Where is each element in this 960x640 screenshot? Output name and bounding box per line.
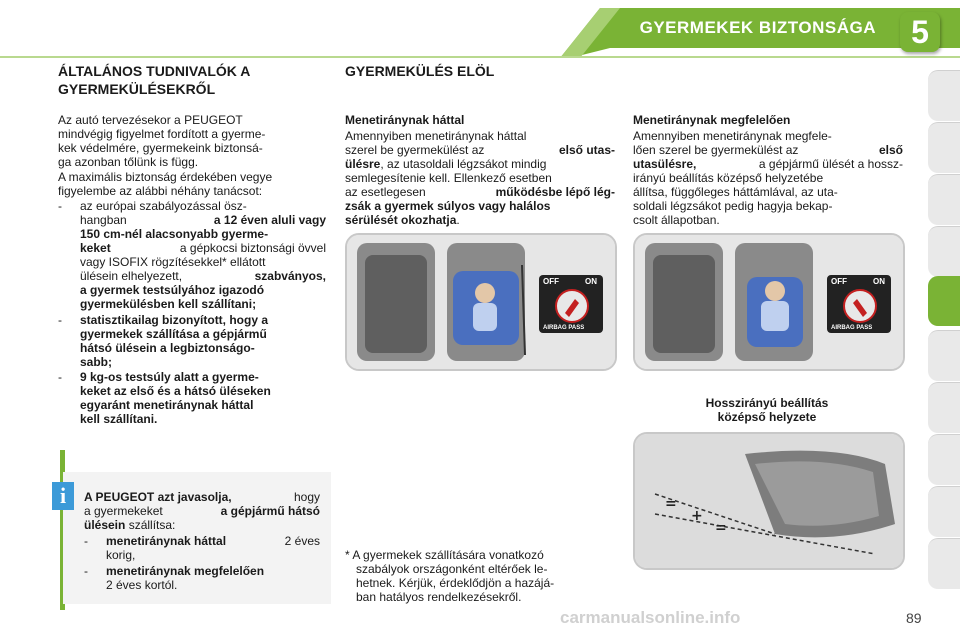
chapter-tab-3[interactable] bbox=[928, 174, 960, 225]
text-span-bold: zsák a gyermek súlyos vagy halálos bbox=[345, 199, 551, 213]
info-line-1 bbox=[84, 490, 320, 504]
info-item-2-cont: 2 éves kortól. bbox=[106, 578, 178, 592]
text-span-bold: 9 kg-os testsúly alatt a gyerme- bbox=[80, 370, 259, 384]
text-span: , az utasoldali légzsákot mindig bbox=[380, 157, 547, 171]
airbag-pass-label: AIRBAG PASS bbox=[831, 325, 873, 331]
text-span-bold: a gyermek testsúlyához igazodó bbox=[80, 283, 265, 297]
bullet-dash: - bbox=[84, 564, 88, 578]
text-span: lően szerel be gyermekülést az bbox=[633, 143, 799, 157]
chapter-tab-7[interactable] bbox=[928, 382, 960, 433]
text-line: állítsa, függőleges háttámlával, az uta- bbox=[633, 185, 838, 199]
text-line bbox=[80, 213, 326, 227]
airbag-on-label: ON bbox=[873, 277, 885, 286]
chapter-tab-rail bbox=[928, 70, 960, 590]
text-span-bold: menetiránynak megfelelően bbox=[106, 564, 265, 578]
text-span: . bbox=[456, 213, 460, 227]
text-span-bold: kell szállítani. bbox=[80, 412, 158, 426]
text-span-bold: működésbe lépő lég- bbox=[495, 185, 615, 199]
text-line bbox=[345, 185, 615, 199]
airbag-off-label: OFF bbox=[831, 277, 847, 286]
text-line bbox=[80, 370, 326, 384]
text-line: az európai szabályozással ösz- bbox=[80, 199, 247, 213]
rear-facing-seat-illustration bbox=[345, 233, 617, 371]
text-span-bold: gyermekek szállítása a gépjármű bbox=[80, 327, 267, 341]
text-span-bold: 150 cm-nél alacsonyabb gyerme- bbox=[80, 227, 269, 241]
svg-text:=: = bbox=[715, 520, 727, 536]
chapter-tab-9[interactable] bbox=[928, 486, 960, 537]
text-span-bold: egyaránt menetiránynak háttal bbox=[80, 398, 254, 412]
text-span-bold: A PEUGEOT azt javasolja, bbox=[84, 490, 232, 504]
chapter-tab-1[interactable] bbox=[928, 70, 960, 121]
text-line bbox=[80, 398, 326, 412]
text-span: hangban bbox=[80, 213, 127, 227]
text-line bbox=[80, 269, 326, 283]
text-span-bold: menetiránynak háttal bbox=[106, 534, 227, 548]
bullet-dash: - bbox=[84, 534, 88, 548]
text-span-bold: a 12 éven aluli vagy bbox=[213, 213, 326, 227]
text-span-bold: sérülését okozhatja bbox=[345, 213, 457, 227]
text-line: semlegesítenie kell. Ellenkező esetben bbox=[345, 171, 552, 185]
seat-position-caption-line1: Hosszirányú beállítás bbox=[705, 396, 829, 410]
text-span-bold: gyermekülésben kell szállítani; bbox=[80, 297, 257, 311]
airbag-pass-panel bbox=[827, 275, 891, 333]
airbag-switch-icon bbox=[555, 289, 589, 323]
subheading-rear-facing: Menetiránynak háttal bbox=[345, 113, 465, 127]
page-number: 89 bbox=[906, 610, 922, 626]
seat-adjustment-illustration bbox=[633, 432, 905, 570]
text-span: az esetlegesen bbox=[345, 185, 426, 199]
text-line: A maximális biztonság érdekében vegye bbox=[58, 170, 273, 184]
text-span: a gépkocsi biztonsági övvel bbox=[179, 241, 326, 255]
text-span-bold: szabványos, bbox=[254, 269, 326, 283]
text-line: Amennyiben menetiránynak háttal bbox=[345, 129, 527, 143]
bullet-dash: - bbox=[58, 370, 62, 384]
info-item-1 bbox=[106, 534, 320, 548]
text-line bbox=[345, 199, 615, 213]
text-line: figyelembe az alábbi néhány tanácsot: bbox=[58, 184, 263, 198]
chapter-tab-4[interactable] bbox=[928, 226, 960, 277]
text-line bbox=[633, 143, 903, 157]
seat-rail-drawing bbox=[635, 434, 903, 568]
text-span-bold: hátsó ülésein a legbiztonságo- bbox=[80, 341, 255, 355]
text-span: a gépjármű ülését a hossz- bbox=[758, 157, 903, 171]
chapter-tab-5-active[interactable] bbox=[928, 276, 960, 326]
info-item-1-cont: korig, bbox=[106, 548, 136, 562]
text-span-bold: statisztikailag bizonyított, hogy a bbox=[80, 313, 269, 327]
text-line: irányú beállítás középső helyzetébe bbox=[633, 171, 824, 185]
airbag-switch-icon bbox=[843, 289, 877, 323]
footnote-line: * A gyermekek szállítására vonatkozó bbox=[345, 548, 544, 562]
text-line: soldali légzsákot pedig hagyja bekap- bbox=[633, 199, 833, 213]
text-line bbox=[80, 384, 326, 398]
text-span-bold: sabb; bbox=[80, 355, 113, 369]
text-span-bold: keket bbox=[80, 241, 111, 255]
chapter-tab-8[interactable] bbox=[928, 434, 960, 485]
airbag-pass-label: AIRBAG PASS bbox=[543, 325, 585, 331]
svg-text:=: = bbox=[665, 496, 677, 512]
text-line bbox=[345, 157, 615, 171]
text-span: 2 éves bbox=[284, 534, 320, 548]
text-span: a gyermekeket bbox=[84, 504, 163, 518]
footnote-line: ban hatályos rendelkezésekről. bbox=[356, 590, 522, 604]
text-line bbox=[80, 341, 326, 355]
text-span-bold: első bbox=[878, 143, 903, 157]
text-line: kek védelmére, gyermekeink biztonsá- bbox=[58, 141, 263, 155]
text-line: mindvégig figyelmet fordított a gyerme- bbox=[58, 127, 266, 141]
text-line bbox=[633, 157, 903, 171]
text-line bbox=[80, 283, 326, 297]
text-line bbox=[345, 213, 615, 227]
subheading-forward-facing: Menetiránynak megfelelően bbox=[633, 113, 791, 127]
seat-position-caption-line2: középső helyzete bbox=[717, 410, 817, 424]
airbag-off-label: OFF bbox=[543, 277, 559, 286]
text-line: csolt állapotban. bbox=[633, 213, 720, 227]
chapter-tab-6[interactable] bbox=[928, 330, 960, 381]
svg-text:+: + bbox=[691, 508, 703, 524]
text-span-bold: keket az első és a hátsó üléseken bbox=[80, 384, 271, 398]
text-line: Amennyiben menetiránynak megfele- bbox=[633, 129, 832, 143]
info-item-2 bbox=[106, 564, 320, 578]
text-line bbox=[80, 297, 326, 311]
watermark: carmanualsonline.info bbox=[560, 608, 741, 627]
text-span-bold: első utas- bbox=[558, 143, 615, 157]
text-line: Az autó tervezésekor a PEUGEOT bbox=[58, 113, 243, 127]
bullet-dash: - bbox=[58, 199, 62, 213]
text-line bbox=[345, 143, 615, 157]
chapter-number-badge: 5 bbox=[900, 12, 940, 52]
info-line-3 bbox=[84, 518, 320, 532]
info-icon: i bbox=[52, 482, 74, 510]
chapter-tab-2[interactable] bbox=[928, 122, 960, 173]
text-line bbox=[80, 412, 326, 426]
text-span-bold: a gépjármű hátsó bbox=[220, 504, 320, 518]
footnote-line: hetnek. Kérjük, érdeklődjön a hazájá- bbox=[356, 576, 555, 590]
footnote-line: szabályok országonként eltérőek le- bbox=[356, 562, 548, 576]
info-line-2 bbox=[84, 504, 320, 518]
text-line bbox=[80, 241, 326, 255]
text-line bbox=[80, 227, 326, 241]
text-span: hogy bbox=[293, 490, 320, 504]
text-line bbox=[80, 327, 326, 341]
forward-facing-seat-illustration bbox=[633, 233, 905, 371]
text-line: vagy ISOFIX rögzítésekkel* ellátott bbox=[80, 255, 266, 269]
text-span-bold: utasülésre, bbox=[633, 157, 697, 171]
text-line: ga azonban tőlünk is függ. bbox=[58, 155, 199, 169]
text-span: szállítsa: bbox=[128, 518, 176, 532]
page-header-title: GYERMEKEK BIZTONSÁGA bbox=[639, 18, 876, 37]
airbag-on-label: ON bbox=[585, 277, 597, 286]
bullet-dash: - bbox=[58, 313, 62, 327]
section-heading-line2: GYERMEKÜLÉSEKRŐL bbox=[58, 81, 216, 97]
chapter-tab-10[interactable] bbox=[928, 538, 960, 589]
text-line bbox=[80, 313, 326, 327]
text-span-bold: ülésre bbox=[345, 157, 381, 171]
airbag-pass-panel bbox=[539, 275, 603, 333]
text-span-bold: ülésein bbox=[84, 518, 126, 532]
text-span: szerel be gyermekülést az bbox=[345, 143, 485, 157]
section-heading-front-seat: GYERMEKÜLÉS ELÖL bbox=[345, 63, 495, 79]
text-line bbox=[80, 355, 326, 369]
section-heading-line1: ÁLTALÁNOS TUDNIVALÓK A bbox=[58, 63, 251, 79]
text-span: ülésein elhelyezett, bbox=[80, 269, 183, 283]
